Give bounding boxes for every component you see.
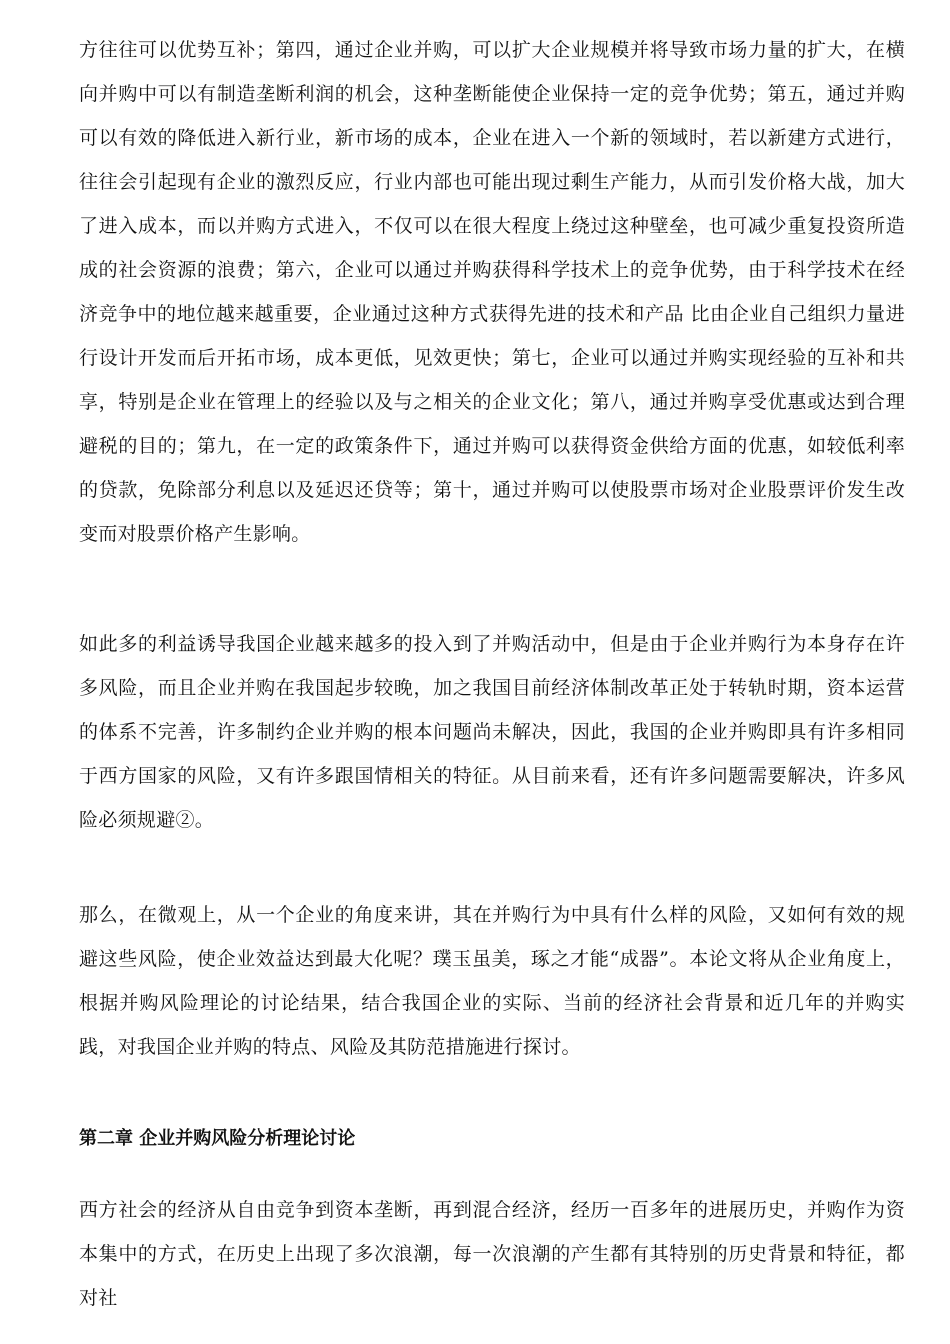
body-paragraph: 那么，在微观上，从一个企业的角度来讲，其在并购行为中具有什么样的风险，又如何有效的规避这些风险，使企业效益达到最大化呢？璞玉虽美，琢之才能“成器”。本论文将从企业角度上，根据并购风险理论的讨论结果，结合我国企业的实际、当前的经济社会背景和近几年的并购实践，对我国企业并购的特点、风险及其防范措施进行探讨。 xyxy=(79,904,905,1058)
chapter-paragraph: 西方社会的经济从自由竞争到资本垄断，再到混合经济，经历一百多年的进展历史，并购作为资本集中的方式，在历史上出现了多次浪潮，每一次浪潮的产生都有其特别的历史背景和特征，都对社 xyxy=(79,1199,905,1309)
chapter-heading: 第二章 企业并购风险分析理论讨论 xyxy=(79,1128,356,1149)
body-paragraph: 方往往可以优势互补；第四，通过企业并购，可以扩大企业规模并将导致市场力量的扩大，在横向并购中可以有制造垄断利润的机会，这种垄断能使企业保持一定的竞争优势；第五，通过并购可以有效的降低进入新行业，新市场的成本，企业在进入一个新的领域时，若以新建方式进行，往往会引起现有企业的激烈反应，行业内部也可能出现过剩生产能力，从而引发价格大战，加大了进入成本，而以并购方式进入，不仅可以在很大程度上绕过这种壁垒，也可减少重复投资所造成的社会资源的浪费；第六，企业可以通过并购获得科学技术上的竞争优势，由于科学技术在经济竞争中的地位越来越重要，企业通过这种方式获得先进的技术和产品 比由企业自己组织力量进行设计开发而后开拓市场，成本更低，见效更快；第七，企业可以通过并购实现经验的互补和共享，特别是企业在管理上的经验以及与之相关的企业文化；第八，通过并购享受优惠或达到合理避税的目的；第九，在一定的政策条件下，通过并购可以获得资金供给方面的优惠，如较低利率的贷款，免除部分利息以及延迟还贷等；第十，通过并购可以使股票市场对企业股票评价发生改变而对股票价格产生影响。 xyxy=(79,39,905,545)
body-paragraph: 如此多的利益诱导我国企业越来越多的投入到了并购活动中，但是由于企业并购行为本身存在许多风险，而且企业并购在我国起步较晚，加之我国目前经济体制改革正处于转轨时期，资本运营的体系不完善，许多制约企业并购的根本问题尚未解决，因此，我国的企业并购即具有许多相同于西方国家的风险，又有许多跟国情相关的特征。从目前来看，还有许多问题需要解决，许多风险必须规避②。 xyxy=(79,633,905,831)
